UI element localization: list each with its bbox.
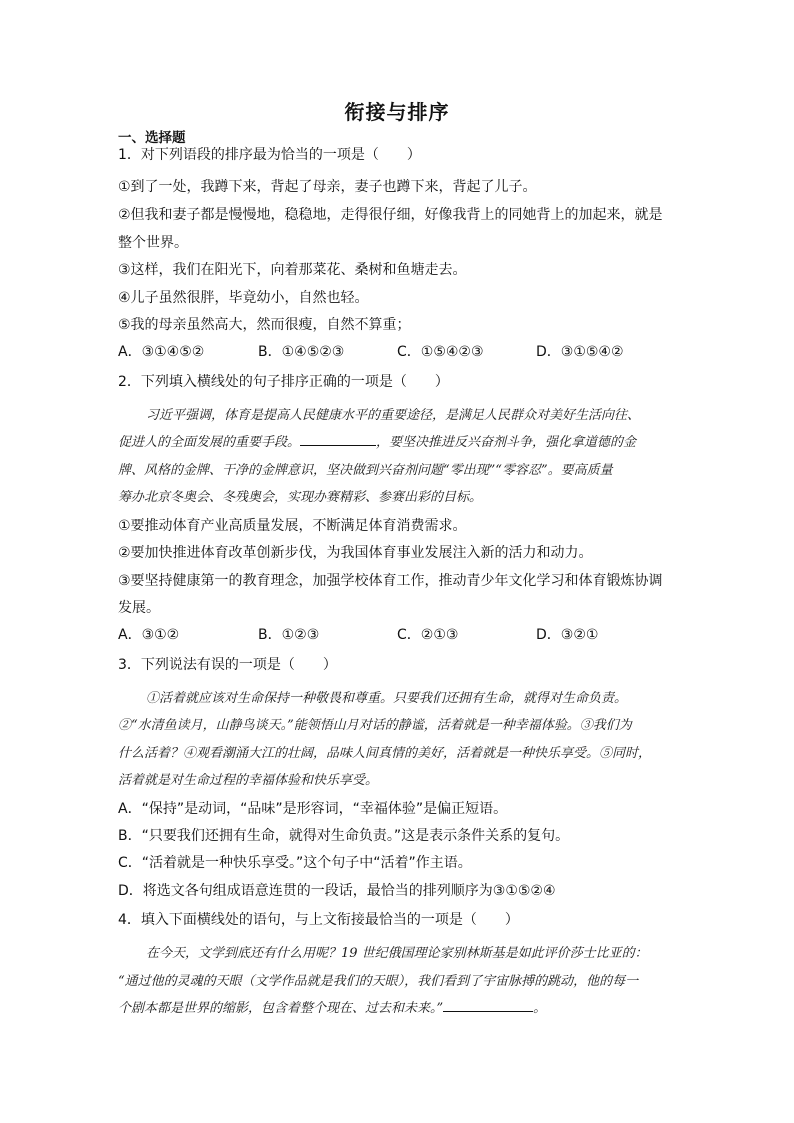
q2-passage-line-3: 牌、风格的金牌、干净的金牌意识，坚决做到兴奋剂问题“零出现”“零容忍”。要高质量 [118, 463, 613, 478]
q1-item-4: ④儿子虽然很胖，毕竟幼小，自然也轻。 [118, 290, 369, 306]
q2-passage-line-4: 筹办北京冬奥会、冬残奥会，实现办赛精彩、参赛出彩的目标。 [118, 490, 483, 505]
q2-option-b: B．①②③ [258, 627, 320, 643]
fill-blank [443, 999, 533, 1012]
q2-item-1: ①要推动体育产业高质量发展，不断满足体育消费需求。 [118, 518, 467, 534]
q4-stem: 4．填入下面横线处的语句，与上文衔接最恰当的一项是（ ） [118, 912, 519, 928]
q4-passage-line-1: 在今天，文学到底还有什么用呢？19 世纪俄国理论家别林斯基是如此评价莎士比亚的： [146, 946, 648, 961]
q2-item-3-cont: 发展。 [118, 600, 160, 616]
q2-item-2: ②要加快推进体育改革创新步伐，为我国体育事业发展注入新的活力和动力。 [118, 545, 593, 561]
q2-passage-line-1: 习近平强调，体育是提高人民健康水平的重要途径，是满足人民群众对美好生活向往、 [146, 408, 641, 423]
q1-item-1: ①到了一处，我蹲下来，背起了母亲，妻子也蹲下来，背起了儿子。 [118, 179, 537, 195]
q3-passage-line-4: 活着就是对生命过程的幸福体验和快乐享受。 [118, 773, 379, 788]
q3-passage-line-1: ①活着就应该对生命保持一种敬畏和尊重。只要我们还拥有生命，就得对生命负责。 [146, 691, 628, 706]
q1-item-3: ③这样，我们在阳光下，向着那菜花、桑树和鱼塘走去。 [118, 262, 467, 278]
q2-option-c: C．②①③ [397, 627, 459, 643]
section-heading: 一、选择题 [118, 130, 186, 146]
q1-option-b: B．①④⑤②③ [258, 344, 345, 360]
q2-stem: 2．下列填入横线处的句子排序正确的一项是（ ） [118, 374, 449, 390]
q1-item-5: ⑤我的母亲虽然高大，然而很瘦，自然不算重； [118, 317, 411, 333]
q3-option-c: C．“活着就是一种快乐享受。”这个句子中“活着”作主语。 [118, 855, 472, 871]
q1-item-2-cont: 整个世界。 [118, 235, 188, 251]
q2-item-3: ③要坚持健康第一的教育理念，加强学校体育工作，推动青少年文化学习和体育锻炼协调 [118, 573, 663, 589]
q1-option-c: C．①⑤④②③ [397, 344, 484, 360]
q1-option-d: D．③①⑤④② [536, 344, 624, 360]
q1-option-a: A．③①④⑤② [118, 344, 205, 360]
q4-passage-line-3-tail: 。 [533, 1001, 547, 1016]
q3-passage-line-3: 什么活着？④观看潮涌大江的壮阔，品味人间真情的美好，活着就是一种快乐享受。⑤同时， [118, 746, 652, 761]
q3-option-d: D．将选文各句组成语意连贯的一段话，最恰当的排列顺序为③①⑤②④ [118, 883, 556, 899]
q2-passage-line-2-text: 促进人的全面发展的重要手段。 [118, 435, 301, 450]
q3-stem: 3．下列说法有误的一项是（ ） [118, 657, 337, 673]
page-title: 衔接与排序 [344, 100, 450, 124]
q4-passage-line-3-text: 个剧本都是世界的缩影，包含着整个现在、过去和未来。” [118, 1001, 444, 1016]
q2-passage-line-2-tail: ，要坚决推进反兴奋剂斗争，强化拿道德的金 [376, 435, 637, 450]
q2-option-d: D．③②① [536, 627, 599, 643]
q3-option-b: B．“只要我们还拥有生命，就得对生命负责。”这是表示条件关系的复句。 [118, 828, 570, 844]
q4-passage-line-3 [118, 999, 546, 1019]
q4-passage-line-2: “通过他的灵魂的天眼（文学作品就是我们的天眼），我们看到了宇宙脉搏的跳动，他的每一 [118, 974, 639, 989]
q2-passage-line-2 [118, 433, 636, 453]
q3-passage-line-2: ②“水清鱼读月，山静鸟谈天。”能领悟山月对话的静谧，活着就是一种幸福体验。③我们为 [118, 718, 632, 733]
q1-stem: 1．对下列语段的排序最为恰当的一项是（ ） [118, 147, 421, 163]
q1-item-2: ②但我和妻子都是慢慢地，稳稳地，走得很仔细，好像我背上的同她背上的加起来，就是 [118, 207, 663, 223]
q2-option-a: A．③①② [118, 627, 180, 643]
fill-blank [300, 433, 376, 446]
q3-option-a: A．“保持”是动词，“品味”是形容词，“幸福体验”是偏正短语。 [118, 801, 508, 817]
